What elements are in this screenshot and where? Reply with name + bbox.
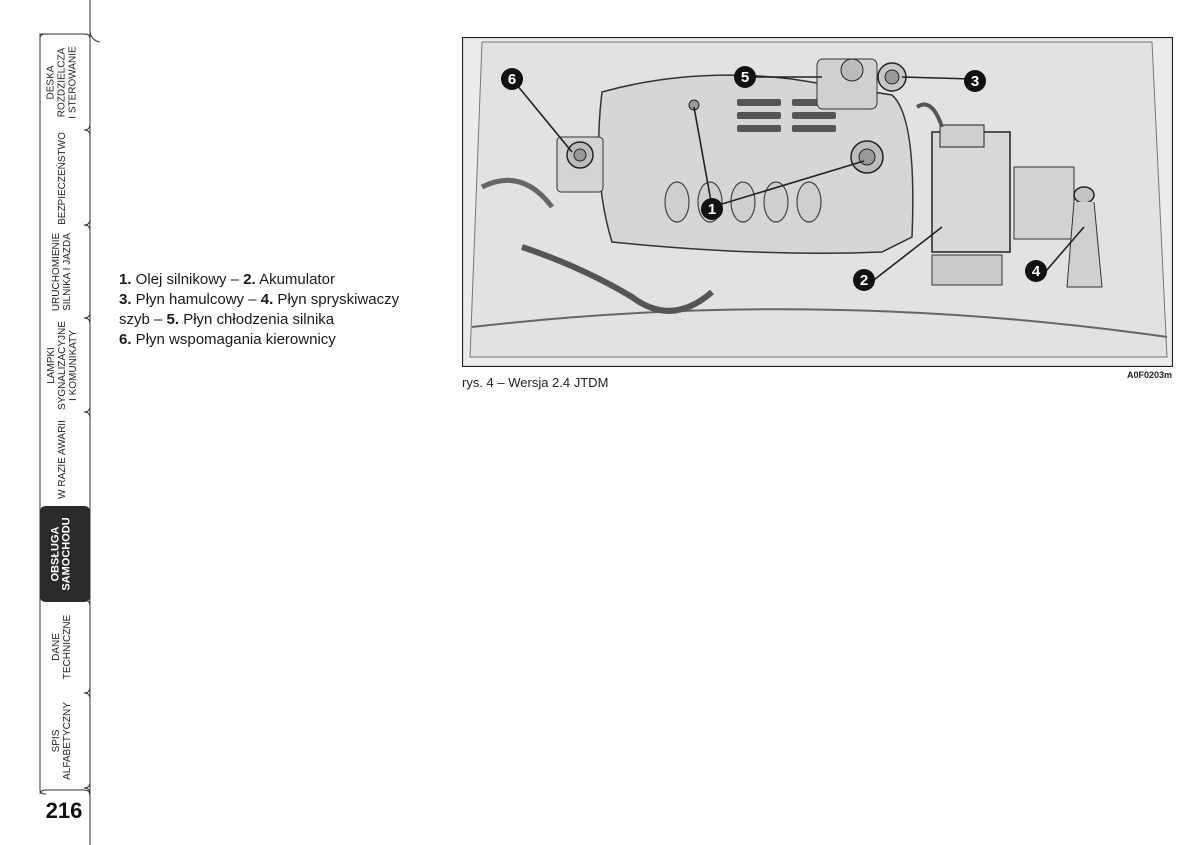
callout-3	[964, 70, 986, 92]
legend-line	[119, 290, 429, 310]
tab-label: LAMPKI SYGNALIZACYJNE I KOMUNIKATY	[45, 320, 79, 410]
tab-label: OBSŁUGA SAMOCHODU	[50, 517, 73, 591]
tab-obsluga-samochodu[interactable]	[40, 507, 84, 601]
tab-label: BEZPIECZEŃSTWO	[56, 131, 68, 225]
legend-text: Płyn wspomagania kierownicy	[131, 331, 336, 348]
callout-4	[1025, 260, 1047, 282]
legend-text: Olej silnikowy –	[131, 271, 244, 288]
svg-text:4: 4	[1031, 263, 1041, 280]
legend-number: 6.	[119, 331, 132, 348]
figure-caption: rys. 4 – Wersja 2.4 JTDM	[462, 375, 609, 390]
washer-fluid-reservoir	[1074, 187, 1094, 203]
battery	[932, 132, 1010, 252]
callout-6	[501, 68, 523, 90]
svg-text:2: 2	[859, 272, 869, 289]
legend-text: Akumulator	[255, 271, 335, 288]
legend-number: 2.	[243, 271, 256, 288]
figure-code: A0F0203m	[1126, 370, 1172, 380]
legend-text: Płyn hamulcowy –	[131, 291, 261, 308]
tab-spis-alfabetyczny[interactable]	[40, 695, 84, 787]
legend-text: Płyn chłodzenia silnika	[179, 311, 335, 328]
svg-text:5: 5	[740, 69, 750, 86]
svg-text:3: 3	[970, 73, 980, 90]
tab-uruchomienie[interactable]	[40, 226, 84, 318]
callout-1	[701, 198, 723, 220]
control-box	[1014, 167, 1074, 239]
legend-line	[119, 310, 429, 330]
legend-number: 4.	[260, 291, 274, 308]
tab-label: DANE TECHNICZNE	[51, 614, 74, 680]
legend-line	[119, 270, 429, 290]
tab-deska-rozdzielcza[interactable]	[40, 36, 84, 128]
tab-bezpieczenstwo[interactable]	[40, 132, 84, 224]
legend-number: 5.	[166, 311, 180, 328]
page-number: 216	[45, 798, 83, 823]
tab-label: URUCHOMIENIE SILNIKA I JAZDA	[51, 232, 73, 312]
tab-w-razie-awarii[interactable]	[40, 413, 84, 505]
legend-text: szyb –	[119, 311, 167, 328]
tab-label: SPIS ALFABETYCZNY	[51, 702, 73, 780]
battery-tray	[932, 255, 1002, 285]
tab-label: DESKA ROZDZIELCZA I STEROWANIE	[45, 45, 79, 119]
callout-5	[734, 66, 756, 88]
legend-number: 1.	[119, 271, 132, 288]
engine-bay-illustration	[462, 37, 1173, 367]
tab-lampki-sygnalizacyjne[interactable]	[40, 319, 84, 411]
figure-legend	[119, 270, 429, 350]
svg-text:6: 6	[507, 71, 517, 88]
tab-label: W RAZIE AWARII	[56, 419, 68, 499]
legend-text: Płyn spryskiwaczy	[273, 291, 400, 308]
svg-text:1: 1	[707, 201, 717, 218]
chapter-tabs	[0, 0, 100, 845]
legend-line	[119, 330, 429, 350]
tab-dane-techniczne[interactable]	[40, 601, 84, 693]
legend-number: 3.	[119, 291, 132, 308]
callout-2	[853, 269, 875, 291]
